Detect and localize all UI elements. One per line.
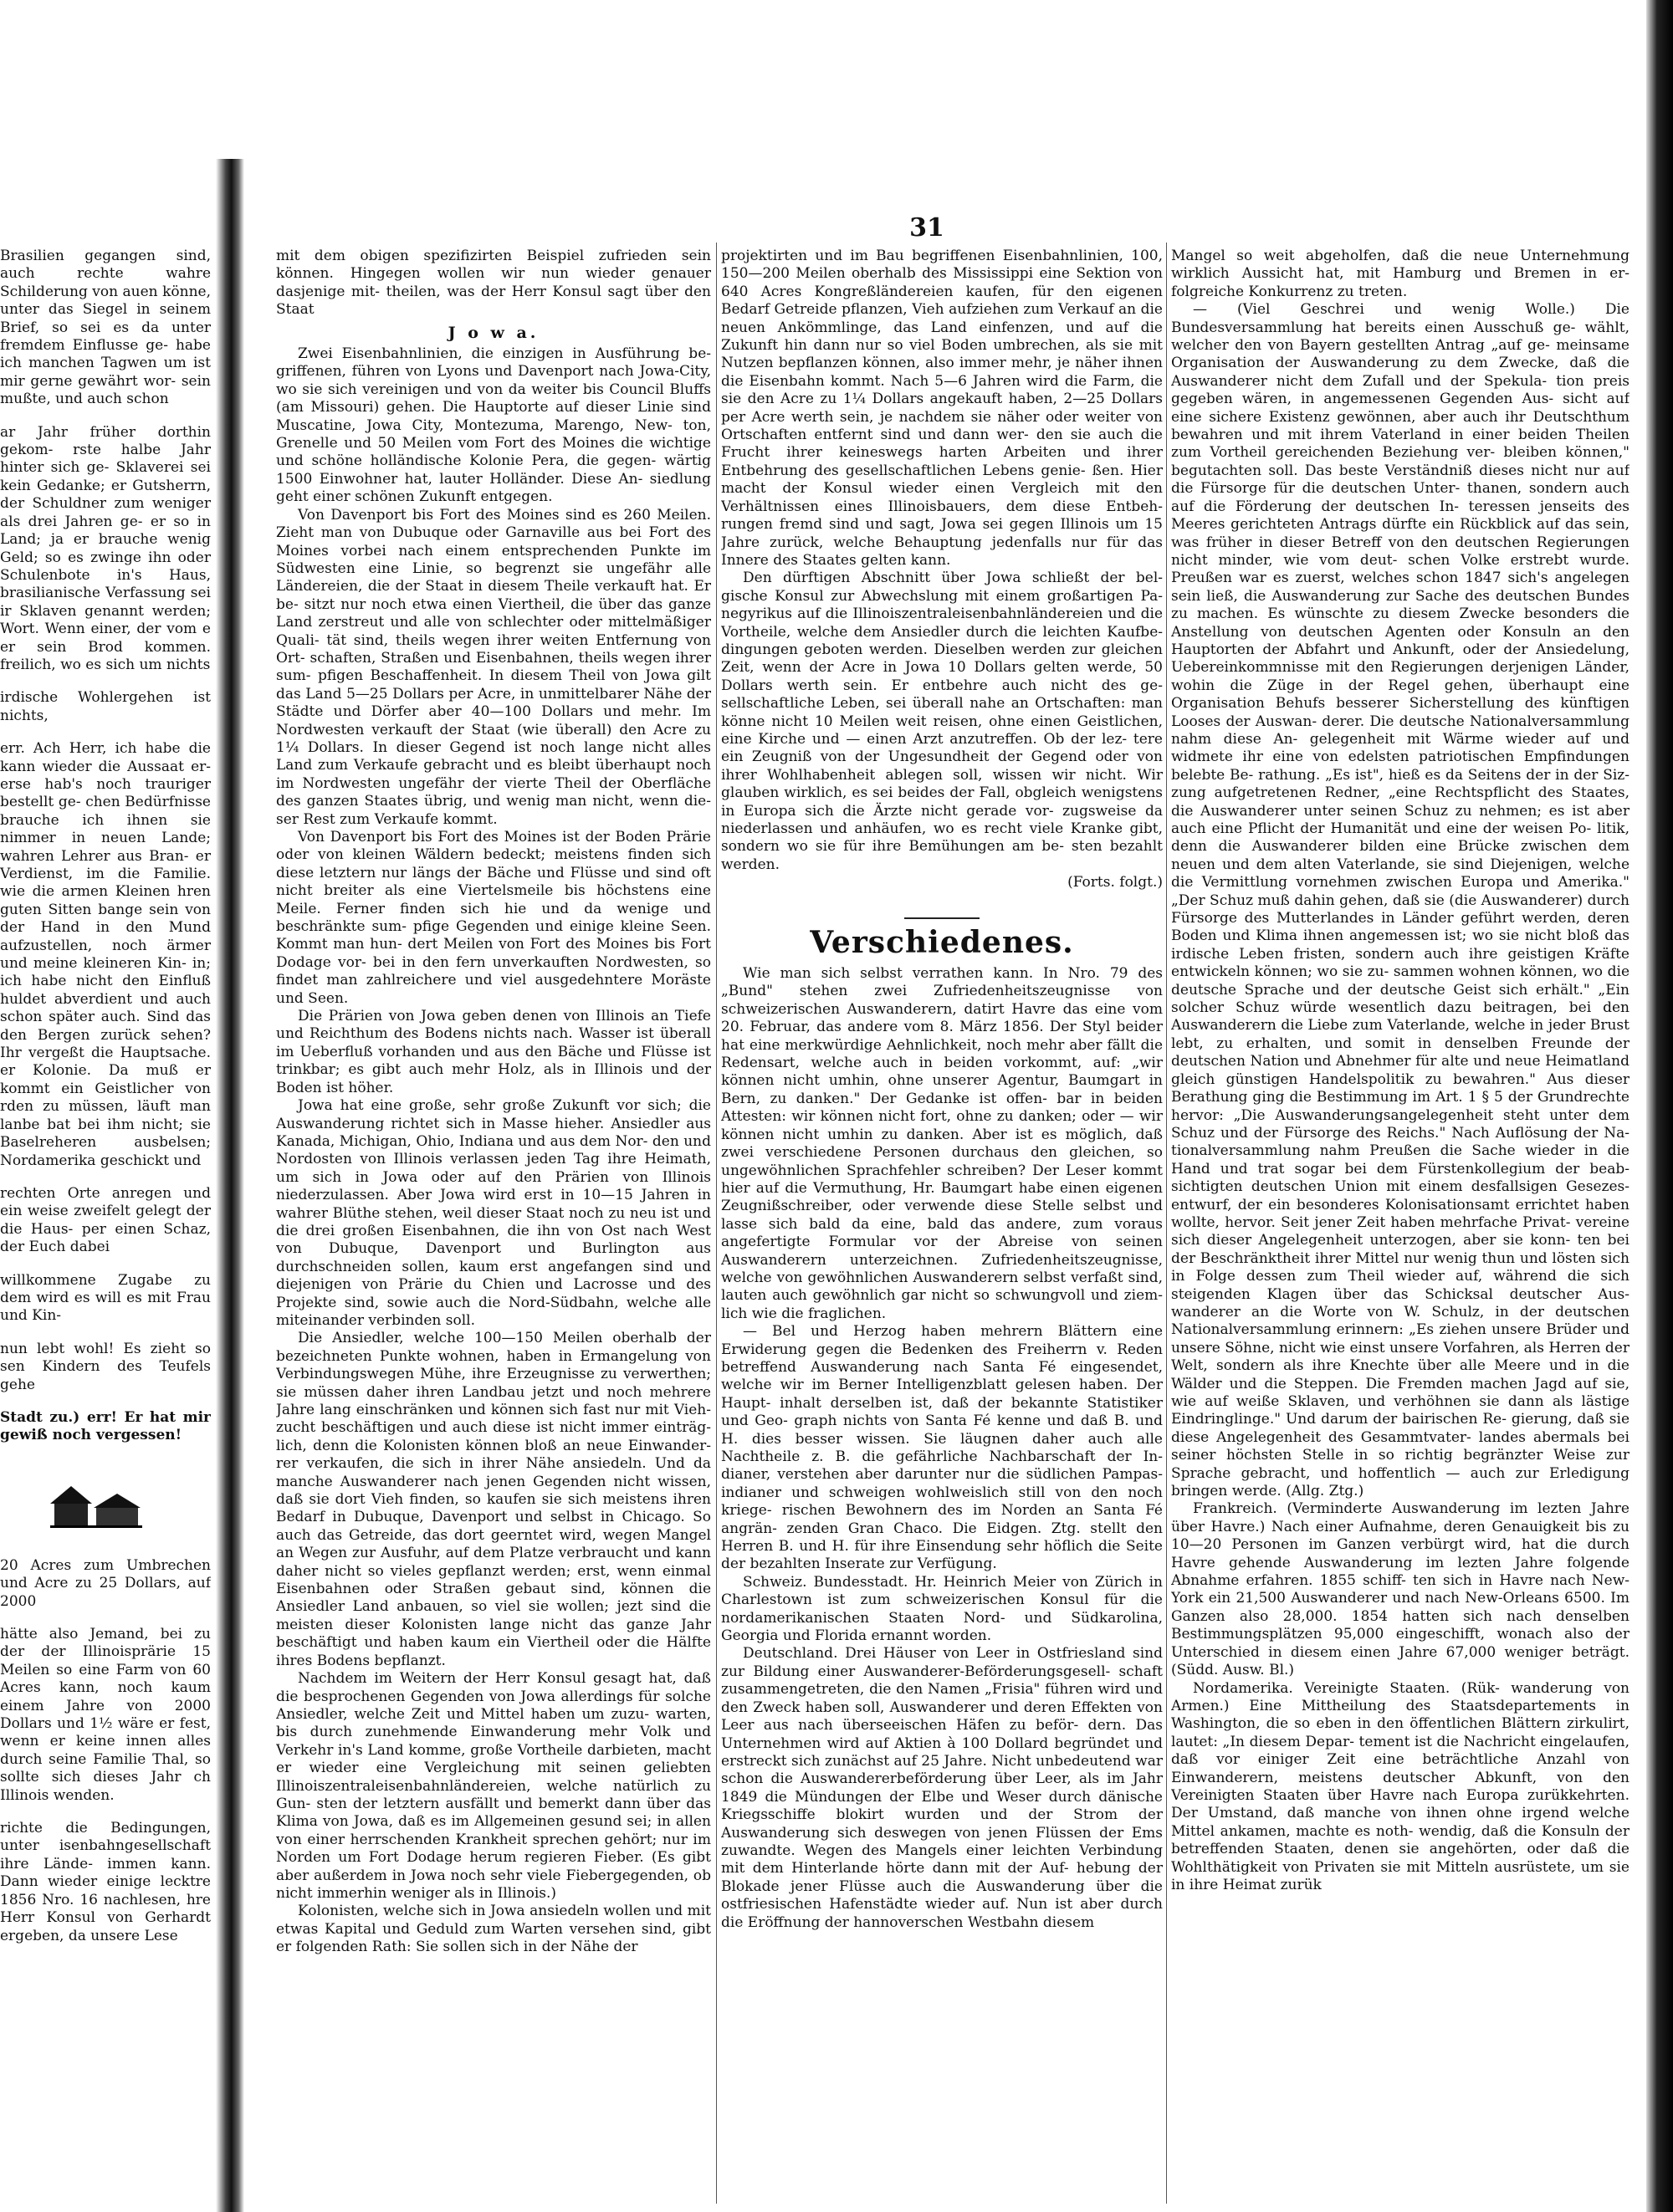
- text-paragraph: Frankreich. (Verminderte Auswanderung im lezten Jahre über Havre.) Nach einer Aufnahme, deren Genauigkeit bis zu 10—20 Personen im Ganzen verbürgt wird, hat die durch Havre gehende Auswanderung im lezten Jahre folgende Abnahme erfahren. 1855 schiff- ten sich in Havre nach New-York ein 21,500 Auswanderer und nach New-Orleans 6500. Im Ganzen also 28,000. 1854 hatten sich nach denselben Bestimmungsplätzen 95,000 eingeschifft, wonach also der Unterschied in diesem einen Jahre 67,000 weniger beträgt. (Südd. Ausw. Bl.): [1171, 1500, 1630, 1679]
- section-heading-jowa: J o w a.: [448, 323, 540, 342]
- text-paragraph: Mangel so weit abgeholfen, daß die neue Unternehmung wirklich Aussicht hat, mit Hamburg und Bremen in er- folgreiche Konkurrenz zu treten.: [1171, 248, 1630, 300]
- left-page-column: [0, 248, 211, 2204]
- text-paragraph: Jowa hat eine große, sehr große Zukunft vor sich; die Auswanderung richtet sich in Masse hieher. Ansiedler aus Kanada, Michigan, Ohio, Indiana und aus dem Nor- den und Nordosten von Illinois verlassen jeden Tag ihre Heimath, um sich in Jowa oder auf den Prärien von Illinois niederzulassen. Aber Jowa wird erst in 10—15 Jahren in wahrer Blüthe stehen, weil dieser Staat noch zu neu ist und die drei großen Eisenbahnen, die ihn von Ost nach West von Dubuque, Davenport und Burlington aus durchschneiden sollen, kaum erst angefangen sind und diejenigen von Prärie du Chien und Lacrosse und des Projekte sind, sowie auch die Nord-Südbahn, welche alle miteinander verbinden soll.: [276, 1097, 711, 1329]
- house-icon: [50, 1482, 142, 1528]
- text-paragraph: Von Davenport bis Fort des Moines ist der Boden Prärie oder von kleinen Wäldern bedeckt; meistens finden sich diese letztern nur längs der Bäche und Flüsse und sind oft nicht breiter als eine Viertelsmeile bis höchstens eine Meile. Ferner finden sich hie und da wenige und beschränkte sum- pfige Gegenden und einige kleine Seen. Kommt man hun- dert Meilen von Fort des Moines bis Fort Dodage vor- bei in den fern unverkauften Nordwesten, so findet man zahlreichere und viel ausgedehntere Moräste und Seen.: [276, 829, 711, 1007]
- page-edge-shadow: [1646, 0, 1673, 2212]
- column-1: [276, 248, 711, 2204]
- text-paragraph: rechten Orte anregen und ein weise zweifelt gelegt der die Haus- per einen Schaz, der Euch dabei: [0, 1184, 211, 1256]
- continuation-note: (Forts. folgt.): [1067, 874, 1163, 891]
- text-paragraph: Kolonisten, welche sich in Jowa ansiedeln wollen und mit etwas Kapital und Geduld zum Warten versehen sind, gibt er folgenden Rath: Sie sollen sich in der Nähe der: [276, 1903, 711, 1956]
- vignette-illustration: [0, 1465, 211, 1540]
- text-paragraph: ar Jahr früher dorthin gekom- rste halbe Jahr hinter sich ge- Sklaverei sei kein Gedanke; er Gutsherrn, der Schuldner zum weniger als drei Jahren ge- er so in Land; ja er brauche wenig Geld; so es zwinge ihn oder Schulenbote in's Haus, brasilianische Verfassung sei ir Sklaven genannt werden; Wort. Wenn einer, der vom e er sein Brod kommen. freilich, wo es sich um nichts: [0, 423, 211, 673]
- text-paragraph: mit dem obigen spezifizirten Beispiel zufrieden sein können. Hingegen wollen wir nun wieder genauer dasjenige mit- theilen, was der Herr Konsul sagt über den Staat: [276, 248, 711, 319]
- text-paragraph: Die Prärien von Jowa geben denen von Illinois an Tiefe und Reichthum des Bodens nichts nach. Wasser ist überall im Ueberfluß vorhanden und aus den Bäche und Flüsse ist trinkbar; es gibt auch mehr Holz, als in Illinois und der Boden ist höher.: [276, 1008, 711, 1096]
- text-paragraph: Nordamerika. Vereinigte Staaten. (Rük- wanderung von Armen.) Eine Mittheilung des Staatsdepartements in Washington, die so eben in den öffentlichen Blättern zirkulirt, lautet: „In diesem Depar- tement ist die Nachricht eingelaufen, daß vor einiger Zeit eine beträchtliche Anzahl von Einwanderern, meistens deutscher Abkunft, von den Vereinigten Staaten über Havre nach Europa zurükkehrten. Der Umstand, daß manche von ihnen ohne irgend welche Mittel ankamen, machte es noth- wendig, daß die Konsuln der betreffenden Staaten, denen sie angehörten, oder daß die Wohlthätigkeit von Privaten sie mit Mitteln ausrüstete, um sie in ihre Heimat zurük: [1171, 1679, 1630, 1893]
- text-paragraph: irdische Wohlergehen ist nichts,: [0, 689, 211, 724]
- text-paragraph: err. Ach Herr, ich habe die kann wieder die Aussaat er- erse hab's noch trauriger bestellt ge- chen Bedürfnisse brauche ich ihnen sie nimmer in neuen Lande; wahren Lehrer aus Bran- er Verdienst, im die Familie. wie die armen Kleinen hren guten Sitten bange sein von der Hand in den Mund aufzustellen, noch ärmer und meine kleineren Kin- in; ich habe nicht den Einfluß huldet abverdient und auch schon später auch. Sind das den Bergen zurück sehen? Ihr vergeßt die Hauptsache. er Kolonie. Da muß er kommt ein Geistlicher von rden zu müssen, läuft man lanbe bat bei ihm nicht; sie Baselreheren ausbelsen; Nordamerika geschickt und: [0, 740, 211, 1169]
- text-paragraph: projektirten und im Bau begriffenen Eisenbahnlinien, 100, 150—200 Meilen oberhalb des Mississippi eine Sektion von 640 Acres Kongreßländereien kaufen, für den eigenen Bedarf Getreide pflanzen, Vieh aufziehen zum Verkauf an die neuen Ankömmlinge, das Land einfenzen, und auf die Zukunft hin dann nur so viel Boden umbrechen, als sie mit Nutzen bepflanzen können, also immer mehr, je näher ihnen die Eisenbahn kommt. Nach 5—6 Jahren wird die Farm, die sie den Acre zu 1¼ Dollars angekauft haben, 2—25 Dollars per Acre werth sein, je nachdem sie näher oder weiter von Ortschaften entfernt sind und dann wer- den sie auch die Frucht ihrer keineswegs harten Arbeiten und ihrer Entbehrung des gesellschaftlichen Lebens genie- ßen. Hier macht der Konsul wieder einen Vergleich mit den Verhältnissen eines Illinoisbauers, dem diese Entbeh- rungen fremd sind und sagt, Jowa sei gegen Illinois um 15 Jahre zurück, welche Behauptung jedenfalls nur für das Innere des Staates gelten kann.: [721, 248, 1163, 569]
- text-paragraph: Schweiz. Bundesstadt. Hr. Heinrich Meier von Zürich in Charlestown ist zum schweizerischen Konsul für die nordamerikanischen Staaten Nord- und Südkarolina, Georgia und Florida ernannt worden.: [721, 1573, 1163, 1645]
- column-3: [1171, 248, 1630, 2204]
- text-paragraph: Deutschland. Drei Häuser von Leer in Ostfriesland sind zur Bildung einer Auswanderer-Beförderungsgesell- schaft zusammengetreten, die den Namen „Frisia" führen wird und den Zweck haben soll, Auswanderer und deren Effekten von Leer aus nach überseeischen Häfen zu beför- dern. Das Unternehmen wird auf Aktien à 100 Dollard begründet und erstreckt sich zunächst auf 25 Jahre. Nicht unbedeutend war schon die Auswandererbeförderung über Leer, als im Jahr 1849 die Mündungen der Elbe und Weser durch dänische Kriegsschiffe blokirt wurden und der Strom der Auswanderung sich deswegen von jenen Flüssen der Ems zuwandte. Wegen des Mangels einer leichten Verbindung mit dem Hinterlande hörte dann mit der Auf- hebung der Blokade jener Flüsse auch die Auswanderung über die ostfriesischen Hafenstädte wieder auf. Nun ist aber durch die Eröffnung der hannoverschen Westbahn diesem: [721, 1645, 1163, 1931]
- text-paragraph: Stadt zu.) err! Er hat mir gewiß noch vergessen!: [0, 1408, 211, 1444]
- text-paragraph: Die Ansiedler, welche 100—150 Meilen oberhalb der bezeichneten Punkte wohnen, haben in Ermangelung von Verbindungswegen Mühe, ihre Erzeugnisse zu verwerthen; sie müssen daher ihren Landbau jetzt und noch mehrere Jahre lang einschränken und können sich fast nur mit Vieh- zucht beschäftigen und auch diese ist nicht immer einträg- lich, denn die Kolonisten können bloß an neue Einwander- rer verkaufen, die sich in ihrer Nähe ansiedeln. Und da manche Auswanderer nach jenen Gegenden nicht wissen, daß sie dort Vieh finden, so kaufen sie sich meistens ihren Bedarf in Dubuque, Davenport und selbst in Chicago. So auch das Getreide, das dort geerntet wird, wegen Mangel an Wegen zur Ausfuhr, auf dem Platze verbraucht und kann daher nicht so vieles gepflanzt werden; erst, wenn einmal Eisenbahnen oder Straßen gebaut sind, können die Ansiedler Land anbauen, so viel sie wollen; jezt sind die meisten dieser Kolonisten lange nicht das ganze Jahr beschäftigt und haben kaum ein Viertheil oder die Hälfte ihres Bodens bepflanzt.: [276, 1330, 711, 1669]
- section-divider: [904, 917, 980, 919]
- text-paragraph: Nachdem im Weitern der Herr Konsul gesagt hat, daß die besprochenen Gegenden von Jowa allerdings für solche Ansiedler, welche Zeit und Mittel haben um zuzu- warten, bis durch zunehmende Einwanderung mehr Volk und Verkehr in's Land komme, große Vortheile darbieten, macht er wieder eine Vergleichung mit seinen geliebten Illinoiszentraleisenbahnländereien, welche natürlich zu Gun- sten der letztern ausfällt und bemerkt dann über das Klima von Jowa, daß es im Allgemeinen gesund sei; in allen von einer herrschenden Krankheit sprechen gehört; nur im Norden um Fort Dodage herum regieren Fieber. (Es gibt aber außerdem in Jowa noch sehr viele Fiebergegenden, ob nicht immerhin weniger als in Illinois.): [276, 1670, 711, 1902]
- text-paragraph: nun lebt wohl! Es zieht so sen Kindern des Teufels gehe: [0, 1340, 211, 1393]
- text-paragraph: Den dürftigen Abschnitt über Jowa schließt der bel- gische Konsul zur Abwechslung mit einem großartigen Pa- negyrikus auf die Illinoiszentraleisenbahnländereien und die Vortheile, welche dem Ansiedler durch die leichten Kaufbe- dingungen geboten werden. Dieselben werden zur gleichen Zeit, wenn der Acre in Jowa 10 Dollars gelten werde, 50 Dollars werth sein. Er entbehre auch nicht des ge- sellschaftliche Leben, sei überall nahe an Ortschaften: man könne nicht 10 Meilen weit reisen, ohne einen Geistlichen, eine Kirche und — einen Arzt anzutreffen. Ob der lez- tere ein Zeugniß von der Ungesundheit der Gegend oder von ihrer Wohlhabenheit ablegen soll, wissen wir nicht. Wir glauben wirklich, es sei beides der Fall, obgleich wenigstens in Europa sich die Ärzte nicht gerade vor- zugsweise da niederlassen und anhäufen, wo es recht viele Kranke gibt, sondern wo sie für ihre Bemühungen am be- sten bezahlt werden.: [721, 570, 1163, 873]
- text-paragraph: — Bel und Herzog haben mehrern Blättern eine Erwiderung gegen die Bedenken des Freiherrn v. Reden betreffend Auswanderung nach Santa Fé eingesendet, welche wir im Berner Intelligenzblatt gelesen haben. Der Haupt- inhalt derselben ist, daß der bekannte Statistiker und Geo- graph nichts von Santa Fé kenne und daß B. und H. dies besser wissen. Sie läugnen daher auch alle Nachtheile z. B. die gefährliche Nachbarschaft der In- dianer, verstehen aber darunter nur die südlichen Pampas- indianer und schweigen wohlweislich still von den noch kriege- rischen Bewohnern des im Norden an Santa Fé angrän- zenden Gran Chaco. Die Eidgen. Ztg. stellt den Herren B. und H. für ihre Einsendung sehr höflich die Seite der bezahlten Inserate zur Verfügung.: [721, 1323, 1163, 1573]
- text-paragraph: hätte also Jemand, bei zu der der Illinoisprärie 15 Meilen so eine Farm von 60 Acres kann, noch kaum einem Jahre von 2000 Dollars und 1½ wäre er fest, wenn er keine innen alles durch seine Familie Thal, so sollte sich dieses Jahr ch Illinois wenden.: [0, 1626, 211, 1804]
- text-paragraph: Von Davenport bis Fort des Moines sind es 260 Meilen. Zieht man von Dubuque oder Garnaville aus bei Fort des Moines vorbei nach einem entsprechenden Punkte im Südwesten eine Linie, so begrenzt sie ungefähr alle Ländereien, die der Staat in diesem Theile verkauft hat. Er be- sitzt nur noch etwa einen Viertheil, die über das ganze Land zerstreut und alle von schlechter oder mittelmäßiger Quali- tät sind, theils wegen ihrer weiten Entfernung von Ort- schaften, Straßen und Eisenbahnen, theils wegen ihrer sum- pfigen Beschaffenheit. In diesem Theil von Jowa gilt das Land 5—25 Dollars per Acre, in unmittelbarer Nähe der Städte und Dörfer aber 40—100 Dollars und mehr. Im Nordwesten verkauft der Staat (wie überall) den Acre zu 1¼ Dollars. In dieser Gegend ist noch lange nicht alles Land zum Verkaufe gebracht und es bleibt überhaupt noch im Nordwesten ungefähr der vierte Theil der Oberfläche des ganzen Staates übrig, und wenig man nicht, wenn die- ser Rest zum Verkaufe kommt.: [276, 506, 711, 828]
- text-paragraph: richte die Bedingungen, unter isenbahngesellschaft ihre Lände- immen kann. Dann wieder einige lecktre 1856 Nro. 16 nachlesen, hre Herr Konsul von Gerhardt ergeben, da unsere Lese: [0, 1820, 211, 1944]
- text-paragraph: Brasilien gegangen sind, auch rechte wahre Schilderung von auen könne, unter das Siegel in seinem Brief, so sei es da unter fremdem Einflusse ge- habe ich manchen Tagwen um ist mir gerne gewährt wor- sein mußte, und auch schon: [0, 248, 211, 408]
- column-2: [721, 248, 1163, 2204]
- section-title: Verschiedenes.: [810, 924, 1074, 960]
- binding-gutter: [216, 159, 244, 2212]
- column-divider: [1166, 243, 1167, 2204]
- text-paragraph: Zwei Eisenbahnlinien, die einzigen in Ausführung be- griffenen, führen von Lyons und Davenport nach Jowa-City, wo sie sich vereinigen und von da weiter bis Council Bluffs (am Missouri) gehen. Die Hauptorte auf dieser Linie sind Muscatine, Jowa City, Montezuma, Marengo, New- ton, Grenelle und 50 Meilen vom Fort des Moines die wichtige und schöne holländische Kolonie Pera, die gegen- wärtig 1500 Einwohner hat, lauter Holländer. Diese An- siedlung geht einer schönen Zukunft entgegen.: [276, 345, 711, 506]
- page-number: 31: [909, 213, 944, 243]
- text-paragraph: 20 Acres zum Umbrechen und Acre zu 25 Dollars, auf 2000: [0, 1556, 211, 1610]
- text-paragraph: willkommene Zugabe zu dem wird es will es mit Frau und Kin-: [0, 1271, 211, 1325]
- text-paragraph: — (Viel Geschrei und wenig Wolle.) Die Bundesversammlung hat bereits einen Ausschuß ge- wählt, welcher den von Bayern gestellten Antrag „auf ge- meinsame Organisation der Auswanderung zu dem Zwecke, daß die Auswanderer nicht dem Zufall und der Spekula- tion preis gegeben wären, in angemessenen Gegenden Aus- sicht auf eine sichere Existenz gewönnen, aber auch ihr Deutschthum bewahren und mit ihrem Vaterland in einer beiden Theilen zum Vortheil gereichenden Beziehung ver- bleiben können," begutachten soll. Das beste Verständniß dieses nicht nur auf die Fürsorge für die deutschen Unter- thanen, sondern auch auf die Förderung der deutschen In- teressen jenseits des Meeres gerichteten Antrags dürfte ein Rückblick auf das sein, was früher in dieser Betreff von den deutschen Regierungen nicht minder, wie vom deut- schen Volke erstrebt wurde. Preußen war es zuerst, welches schon 1847 sich's angelegen sein ließ, die Auswanderung zur Sache des deutschen Bundes zu machen. Es wünschte zu diesem Zwecke besonders die Anstellung von deutschen Agenten oder Konsuln an den Hauptorten der Abfahrt und Ankunft, oder der Ansiedelung, Uebereinkommnisse mit den Regierungen derjenigen Länder, wohin die Züge in der Regel gehen, überhaupt eine Organisation Behufs besserer Sicherstellung des künftigen Looses der Auswan- derer. Die deutsche Nationalversammlung nahm diese An- gelegenheit mit Wärme wieder auf und widmete ihr eine von edelsten patriotischen Empfindungen belebte Be- rathung. „Es ist", hieß es da Seitens der in der Siz- zung aufgetretenen Redner, „eine Rechtspflicht des Staates, die Auswanderer unter seinen Schuz zu nehmen; es ist aber auch eine Pflicht der Humanität und eine der weisen Po- litik, denn die Auswanderer bilden eine Brücke zwischen dem neuen und dem alten Vaterlande, sie sind Diejenigen, welche die Vermittlung vornehmen zwischen Europa und Amerika." „Der Schuz muß dahin gehen, daß sie (die Auswanderer) durch Fürsorge des Mutterlandes in Länder geführt werden, deren Boden und Klima ihnen angemessen ist; wo sie nicht bloß das irdische Leben fristen, sondern auch ihre geistigen Kräfte entwickeln können; wo sie zu- sammen wohnen können, wo die deutsche Sprache und der deutsche Geist sich erhält." „Ein solcher Schuz würde wesentlich dazu beitragen, bei den Auswanderern die Liebe zum Vaterlande, welche in jeder Brust lebt, zu erhalten, und somit in denselben Freunde der deutschen Nation und Abnehmer für alte und neue Heimatland gleich günstigen Handelspolitik zu bewahren." Aus dieser Berathung ging die Bestimmung im Art. 1 § 5 der Grundrechte hervor: „Die Auswanderungsangelegenheit steht unter dem Schuz und der Fürsorge des Reichs." Nach Auflösung der Na- tionalversammlung nahm Preußen die Sache wieder in die Hand und trat sogar bei dem Fürstenkollegium der beab- sichtigten deutschen Union mit einem desfallsigen Gesezes- entwurf, der ein besonderes Kolonisationsamt errichtet haben wollte, hervor. Seit jener Zeit haben mehrfache Privat- vereine sich dieser Angelegenheit unterzogen, aber sie konn- ten bei der Beschränktheit ihrer Mittel nur wenig thun und lösten sich in Folge dessen zum Theil wieder auf, während die sich steigenden Klagen über das Schicksal deutscher Aus- wanderer an die Worte von W. Schulz, in der deutschen Nationalversammlung erinnern: „Es ziehen unsere Brüder und unsere Söhne, nicht wie einst unsere Vorfahren, als Herren der Welt, sondern als ihre Knechte über alle Meere und in die Wälder und die Steppen. Die Fremden machen Jagd auf sie, wie auf weiße Sklaven, und verhöhnen sie dann als lästige Eindringlinge." Und darum der bairischen Re- gierung, daß sie diese Angelegenheit des Gesammtvater- landes abermals bei seiner höchsten Stelle in so richtig begränzter Weise zur Sprache gebracht, und hoffentlich — auch zur Erledigung bringen werde. (Allg. Ztg.): [1171, 301, 1630, 1500]
- column-divider: [716, 243, 717, 2204]
- text-paragraph: Wie man sich selbst verrathen kann. In Nro. 79 des „Bund" stehen zwei Zufriedenheitszeugnisse von schweizerischen Auswanderern, datirt Havre das eine vom 20. Februar, das andere vom 8. März 1856. Der Styl beider hat eine merkwürdige Aehnlichkeit, noch mehr aber fällt die Redensart, welche auch in beiden vorkommt, auf: „wir können nicht umhin, ohne unserer Agentur, Baumgart in Bern, zu danken." Der Gedanke ist offen- bar in beiden Attesten: wir können nicht fort, ohne zu danken; oder — wir können nicht umhin zu danken. Aber ist es möglich, daß zwei verschiedene Personen durchaus den gleichen, so ungewöhnlichen Sprachfehler schreiben? Der Leser kommt hier auf die Vermuthung, Hr. Baumgart habe einen eigenen Zeugnißschreiber, oder verwende diese Stelle selbst und lasse sich bald da eine, bald das andere, zum voraus angefertigte Formular vor der Abreise von seinen Auswanderern unterzeichnen. Zufriedenheitszeugnisse, welche von gewöhnlichen Auswanderern selbst verfaßt sind, lauten auch gewöhnlich gar nicht so schwungvoll und ziem- lich wie die fraglichen.: [721, 965, 1163, 1322]
